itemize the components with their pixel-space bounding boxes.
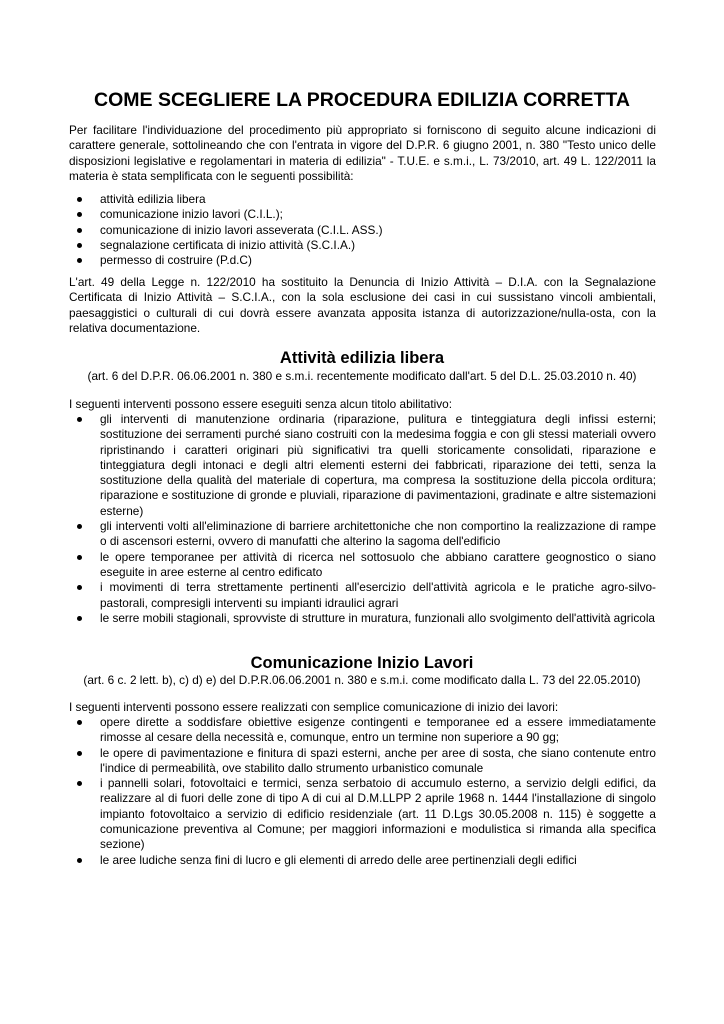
list-item <box>69 223 656 238</box>
bullet-icon <box>77 720 82 725</box>
list-item <box>69 746 656 777</box>
list-item <box>69 412 656 519</box>
list-item <box>69 715 656 746</box>
bullet-icon <box>77 524 82 529</box>
list-item-text: comunicazione di inizio lavori asseverata (C.I.L. ASS.) <box>100 222 383 237</box>
list-item <box>69 776 656 852</box>
list-item-text: permesso di costruire (P.d.C) <box>100 253 252 268</box>
section-heading-attivita-libera: Attività edilizia libera <box>279 349 445 367</box>
section-lead: I seguenti interventi possono essere realizzati con semplice comunicazione di inizio dei lavori: <box>69 700 559 714</box>
list-item-text: segnalazione certificata di inizio attività (S.C.I.A.) <box>100 237 356 252</box>
list-item <box>69 192 656 207</box>
list-item-text: i pannelli solari, fotovoltaici e termici, senza serbatoio di accumulo esterno, a servizio delgli edifici, da realizzare al di fuori delle zone di tipo A di cui al D.M.LLPP 2 aprile 1968 n. 1444 l'installazione di singolo impianto fotovoltaico a servizio di edificio residenziale (art. 11 D.Lgs 30.05.2008 n. 115) è soggette a comunicazione preventiva al Comune; per maggiori informazioni e modulistica si rimanda alla specifica sezione) <box>100 776 656 852</box>
list-item <box>69 253 656 268</box>
intro-paragraph: Per facilitare l'individuazione del procedimento più appropriato si forniscono di seguito alcune indicazioni di carattere generale, sottolineando che con l'entrata in vigore del D.P.R. 6 giugno 2001, n. 380 "Testo unico delle disposizioni legislative e regolamentari in materia di edilizia" - T.U.E. e s.m.i., L. 73/2010, art. 49 L. 122/2011 la materia è stata semplificata con le seguenti possibilità: <box>69 123 656 183</box>
free-works-list <box>69 412 656 626</box>
list-item <box>69 238 656 253</box>
section-reference: (art. 6 del D.P.R. 06.06.2001 n. 380 e s.m.i. recentemente modificato dall'art. 5 del D.L. 25.03.2010 n. 40) <box>87 369 637 383</box>
list-item-text: gli interventi di manutenzione ordinaria (riparazione, pulitura e tinteggiatura degli infissi esterni; sostituzione dei serramenti purché siano costruiti con la medesima foggia e con gli stessi materiali ovvero ripristinando i caratteri originari più significativi tra quelli storicamente consolidati, riparazione e tinteggiatura degli intonaci e degli altri elementi esterni dei fabbricati, riparazione dei tetti, senza la sostituzione della qualità del materiale di copertura, ma compresa la sostituzione della piccola orditura; riparazione e sostituzione di gronde e pluviali, riparazione di pavimentazioni, gradinate e altre sistemazioni esterne) <box>100 412 656 518</box>
cil-works-list <box>69 715 656 868</box>
bullet-icon <box>77 258 82 263</box>
list-item-text: attività edilizia libera <box>100 192 206 206</box>
list-item <box>69 550 656 581</box>
section-lead: I seguenti interventi possono essere eseguiti senza alcun titolo abilitativo: <box>69 397 452 411</box>
list-item <box>69 611 656 626</box>
list-item-text: opere dirette a soddisfare obiettive esigenze contingenti e temporanee ed a essere immediatamente rimosse al cesare della necessità e, comunque, entro un termine non superiore a 90 gg; <box>100 715 656 745</box>
list-item-text: le opere temporanee per attività di ricerca nel sottosuolo che abbiano carattere geognostico o siano eseguite in aree esterne al centro edificato <box>100 549 656 579</box>
page-title: COME SCEGLIERE LA PROCEDURA EDILIZIA CORRETTA <box>94 89 630 111</box>
options-list <box>69 192 656 268</box>
list-item-text: le opere di pavimentazione e finitura di spazi esterni, anche per aree di sosta, che siano contenute entro l'indice di permeabilità, ove stabilito dallo strumento urbanistico comunale <box>100 745 656 775</box>
section-heading-cil: Comunicazione Inizio Lavori <box>250 654 474 672</box>
bullet-icon <box>77 858 82 863</box>
bullet-icon <box>77 197 82 202</box>
list-item <box>69 580 656 611</box>
list-item-text: le aree ludiche senza fini di lucro e gli elementi di arredo delle aree pertinenziali degli edifici <box>100 852 577 867</box>
list-item <box>69 207 656 222</box>
list-item <box>69 853 656 868</box>
list-item-text: le serre mobili stagionali, sprovviste di strutture in muratura, funzionali allo svolgimento dell'attività agricola <box>100 610 655 625</box>
list-item-text: i movimenti di terra strettamente pertinenti all'esercizio dell'attività agricola e le pratiche agro-silvo-pastorali, compresigli interventi su impianti idraulici agrari <box>100 580 656 610</box>
bullet-icon <box>77 751 82 756</box>
list-item-text: comunicazione inizio lavori (C.I.L.); <box>100 207 283 222</box>
bullet-icon <box>77 555 82 560</box>
bullet-icon <box>77 616 82 621</box>
bullet-icon <box>77 585 82 590</box>
bullet-icon <box>77 212 82 217</box>
list-item-text: gli interventi volti all'eliminazione di barriere architettoniche che non comportino la realizzazione di rampe o di ascensori esterni, ovvero di manufatti che alterino la sagoma dell'edificio <box>100 519 656 549</box>
bullet-icon <box>77 243 82 248</box>
bullet-icon <box>77 417 82 422</box>
section-reference: (art. 6 c. 2 lett. b), c) d) e) del D.P.R.06.06.2001 n. 380 e s.m.i. come modificato dalla L. 73 del 22.05.2010) <box>83 673 641 687</box>
art49-paragraph: L'art. 49 della Legge n. 122/2010 ha sostituito la Denuncia di Inizio Attività – D.I.A. con la Segnalazione Certificata di Inizio Attività – S.C.I.A., con la sola esclusione dei casi in cui sussistano vincoli ambientali, paesaggistici o culturali di cui dovrà essere avanzata apposita istanza di autorizzazione/nulla-osta, con la relativa documentazione. <box>69 275 656 335</box>
bullet-icon <box>77 228 82 233</box>
bullet-icon <box>77 781 82 786</box>
list-item <box>69 519 656 550</box>
